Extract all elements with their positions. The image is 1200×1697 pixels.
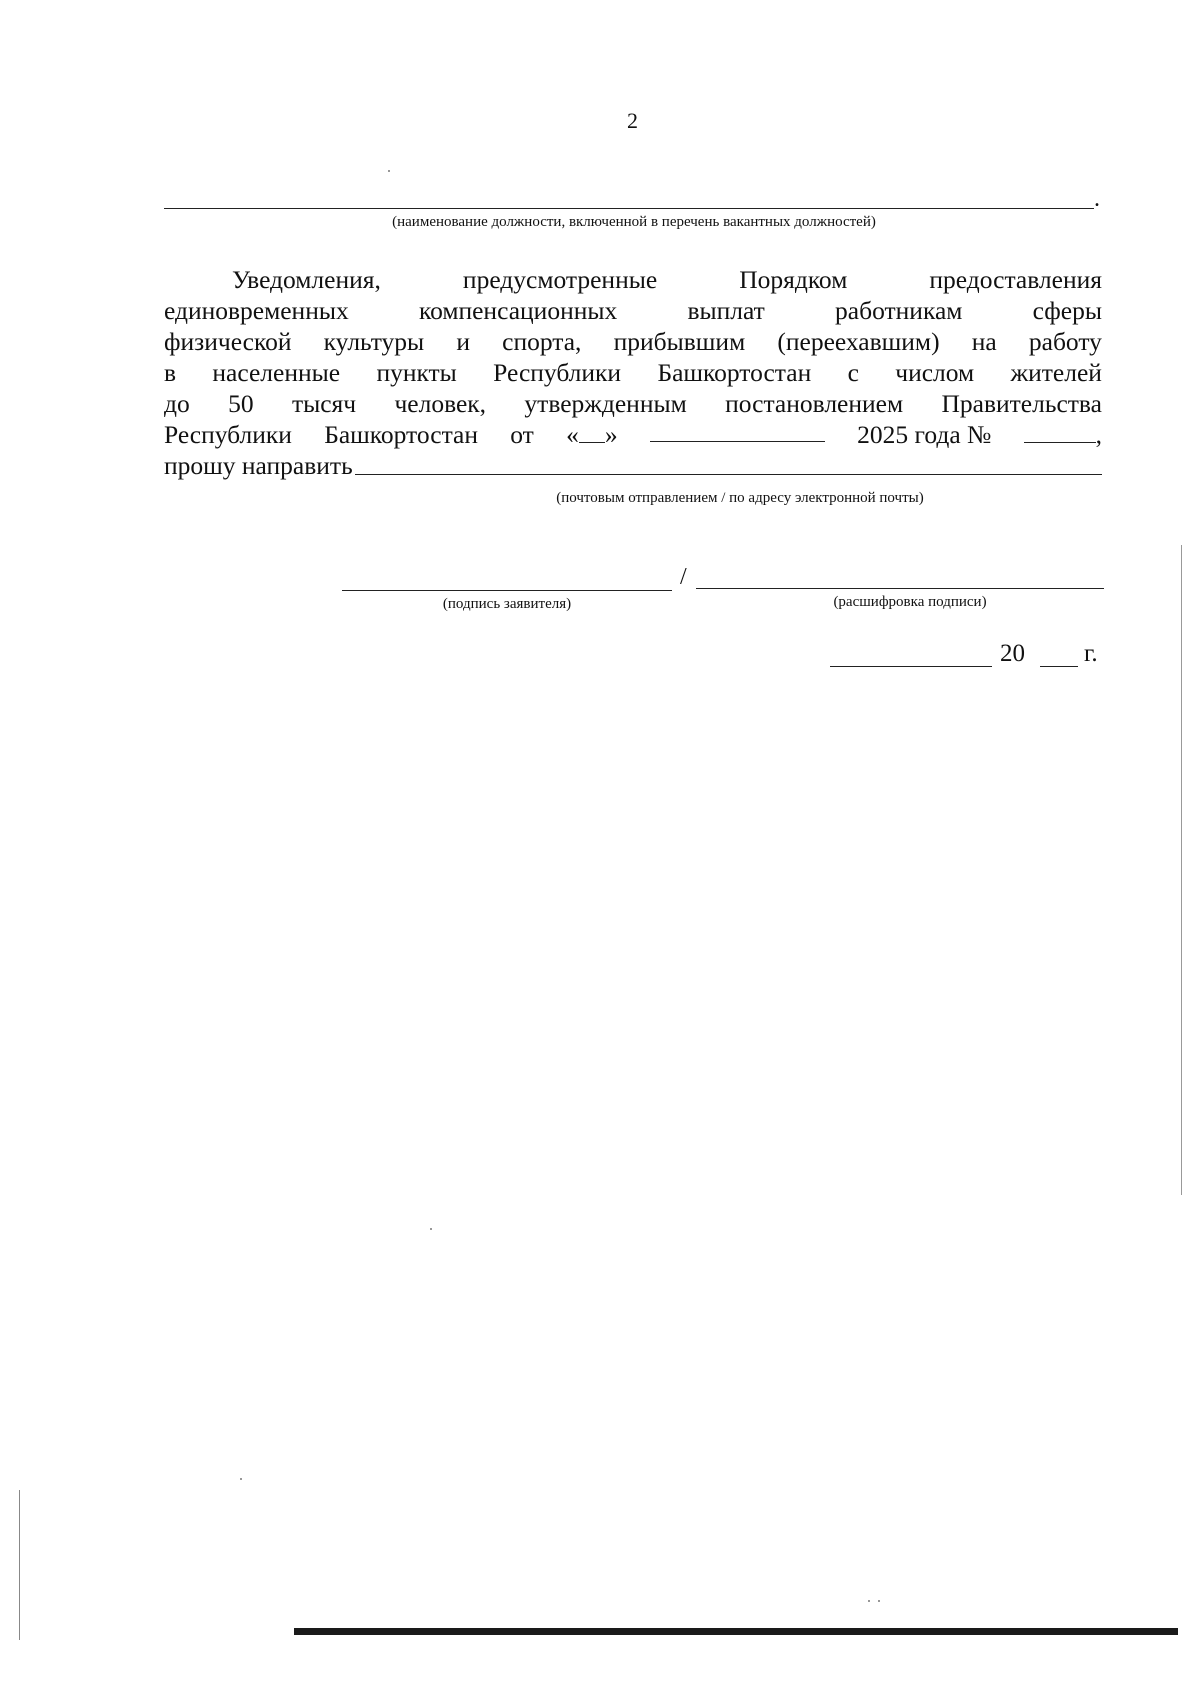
word: и [456, 327, 470, 356]
scan-right-edge-line [1181, 545, 1182, 1195]
date-century: 20 [1000, 640, 1025, 667]
signature-caption: (подпись заявителя) [442, 596, 572, 612]
word: предусмотренные [462, 265, 658, 294]
scan-bottom-edge-line [294, 1628, 1178, 1635]
word: числом [895, 358, 975, 387]
position-caption: (наименование должности, включенной в перечень вакантных должностей) [392, 214, 876, 230]
word: работу [1028, 327, 1102, 356]
word: физической [164, 327, 292, 356]
paragraph-line-7 [164, 450, 1102, 481]
word: 2025 года № [857, 420, 992, 449]
word: населенные [212, 358, 341, 387]
quote-close: » [604, 420, 618, 449]
word: постановлением [725, 389, 904, 418]
word: прибывшим [613, 327, 746, 356]
word: тысяч [291, 389, 357, 418]
word: от [510, 420, 534, 449]
word: с [847, 358, 859, 387]
date-day-month-blank[interactable] [830, 666, 992, 667]
word: Республики [164, 420, 292, 449]
scan-left-edge-line [19, 1490, 20, 1640]
date-year-suffix: г. [1084, 640, 1098, 667]
word: культуры [323, 327, 425, 356]
paragraph-line-1 [164, 264, 1102, 295]
paragraph-line-3 [164, 326, 1102, 357]
word: работникам [835, 296, 963, 325]
notification-paragraph [164, 264, 1102, 481]
word: единовременных [164, 296, 349, 325]
day-field[interactable] [566, 419, 618, 450]
signature-separator: / [680, 564, 687, 590]
signature-decoding-line[interactable] [696, 588, 1104, 589]
scan-speck [388, 170, 390, 172]
signature-decoding-caption: (расшифровка подписи) [833, 594, 987, 610]
delivery-method-field[interactable] [355, 450, 1102, 475]
paragraph-line-2 [164, 295, 1102, 326]
word: пункты [376, 358, 457, 387]
word: утвержденным [524, 389, 687, 418]
word: 50 [228, 389, 254, 418]
word: сферы [1032, 296, 1102, 325]
trailing-comma: , [1095, 420, 1102, 449]
date-year-blank[interactable] [1040, 666, 1078, 667]
scan-speck [868, 1600, 870, 1602]
signature-line[interactable] [342, 590, 672, 591]
word: спорта, [502, 327, 582, 356]
quote-open: « [566, 420, 579, 449]
word: предоставления [929, 265, 1102, 294]
send-request-label: прошу направить [164, 451, 353, 480]
word: на [971, 327, 997, 356]
number-field[interactable] [1024, 419, 1102, 450]
word: до [164, 389, 190, 418]
paragraph-line-5 [164, 388, 1102, 419]
word: человек, [394, 389, 487, 418]
word: Башкортостан [324, 420, 478, 449]
word: компенсационных [418, 296, 618, 325]
word: Башкортостан [657, 358, 812, 387]
position-line-period: . [1094, 186, 1100, 212]
position-line[interactable] [164, 208, 1094, 209]
word: Правительства [941, 389, 1102, 418]
delivery-caption: (почтовым отправлением / по адресу электронной почты) [556, 490, 924, 506]
scan-speck [240, 1478, 242, 1480]
number-blank[interactable] [1024, 420, 1096, 443]
month-blank[interactable] [650, 419, 825, 442]
word: Уведомления, [232, 265, 381, 294]
word: Республики [493, 358, 622, 387]
word: в [164, 358, 177, 387]
word: выплат [687, 296, 765, 325]
day-blank[interactable] [579, 420, 605, 443]
paragraph-line-6 [164, 419, 1102, 450]
paragraph-line-4 [164, 357, 1102, 388]
word: Порядком [739, 265, 848, 294]
scan-speck [878, 1600, 880, 1602]
page-number: 2 [627, 108, 638, 133]
word: (переехавшим) [777, 327, 940, 356]
word: жителей [1010, 358, 1102, 387]
scan-speck [430, 1228, 432, 1230]
